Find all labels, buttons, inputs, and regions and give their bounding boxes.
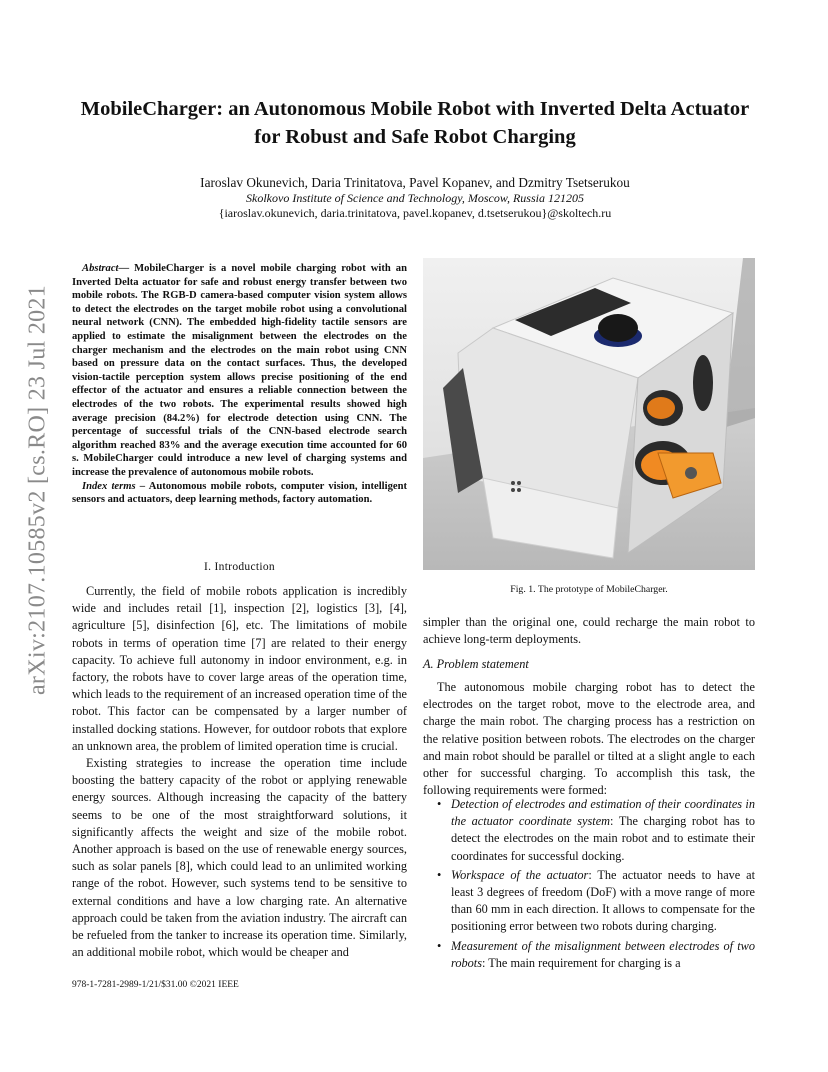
continuation-text: simpler than the original one, could recharge the main robot to achieve long-term deployments. bbox=[423, 615, 755, 647]
arxiv-watermark: arXiv:2107.10585v2 [cs.RO] 23 Jul 2021 bbox=[24, 284, 51, 696]
abstract-block bbox=[72, 262, 407, 507]
list-item bbox=[437, 938, 755, 972]
requirement-lead: Detection of electrodes and estimation of their coordinates in the actuator coordinate system bbox=[451, 797, 755, 829]
requirement-lead: Workspace of the actuator bbox=[451, 867, 589, 882]
section-title-introduction: I. Introduction bbox=[204, 561, 275, 573]
problem-paragraph: The autonomous mobile charging robot has to detect the electrodes on the target robot, move to the electrode area, and charge the main robot. The charging process has a restriction on the relative position between robots. The electrodes on the charger and main robot should be parallel or tilted at a slight angle to each other for successful charging. To accomplish this task, the following requirements were formed: bbox=[423, 680, 755, 798]
list-item bbox=[437, 867, 755, 936]
abstract-label: Abstract bbox=[82, 263, 119, 274]
list-item bbox=[437, 796, 755, 865]
index-terms-text: – Autonomous mobile robots, computer vision, intelligent sensors and actuators, deep learning methods, factory automation. bbox=[72, 480, 407, 506]
subsection-title-problem-statement: A. Problem statement bbox=[423, 657, 529, 671]
introduction-continuation bbox=[423, 614, 755, 648]
introduction-body bbox=[72, 583, 407, 961]
figure-caption: Fig. 1. The prototype of MobileCharger. bbox=[510, 584, 668, 595]
paper-authors: Iaroslav Okunevich, Daria Trinitatova, Pavel Kopanev, and Dzmitry Tsetserukou bbox=[200, 175, 630, 190]
requirements-list bbox=[437, 796, 755, 974]
problem-statement-body bbox=[423, 679, 755, 799]
robot-illustration bbox=[423, 258, 755, 570]
figure-robot-photo bbox=[423, 258, 755, 570]
requirement-lead: Measurement of the misalignment between electrodes of two robots bbox=[451, 938, 755, 970]
intro-paragraph: Currently, the field of mobile robots application is incredibly wide and includes retail [1], inspection [2], logistics [3], [4], agriculture [5], disinfection [6], etc. The limitations of mobile robots in terms of operation time [7] are related to their energy capacity. To achieve full autonomy in indoor environment, e.g. in factory, the robots have to cover large areas of the operation time, which leads to the requirement of an increased operation time of the robot. This factor can be compensated by a larger number of installed docking stations. However, for outdoor robots that explore an unknown area, the problem of limited operation time is crucial. bbox=[72, 584, 407, 753]
paper-email: {iaroslav.okunevich, daria.trinitatova, pavel.kopanev, d.tsetserukou}@skoltech.ru bbox=[218, 206, 612, 220]
requirement-text: : The charging robot has to detect the electrodes on the main robot and to estimate their coordinates for successful docking. bbox=[451, 814, 755, 863]
paper-affiliation: Skolkovo Institute of Science and Technology, Moscow, Russia 121205 bbox=[246, 191, 584, 205]
intro-paragraph: Existing strategies to increase the operation time include boosting the battery capacity of the robot or applying renewable energy sources. Although increasing the capacity of the battery seems to be one of the most straightforward solutions, it significantly affects the weight and size of the mobile robot. Another approach is based on the use of renewable energy sources, such as solar panels [8], which could lead to an unlimited working range of the robot. However, such systems tend to be sensitive to external conditions and have a low charging rate. An alternative approach could be taken from the aviation industry. The aircraft can be refueled from the tanker to increase its operation time. Similarly, an additional mobile robot, which would be cheaper and bbox=[72, 756, 407, 960]
index-terms-label: Index terms bbox=[82, 480, 136, 492]
paper-title: MobileCharger: an Autonomous Mobile Robot with Inverted Delta Actuator for Robust and Safe Robot Charging bbox=[80, 98, 750, 148]
abstract-text: — MobileCharger is a novel mobile charging robot with an Inverted Delta actuator for safe and robust energy transfer between two mobile robots. The RGB-D camera-based computer vision system allows to detect the electrodes on the target mobile robot using a convolutional neural network (CNN). The embedded high-fidelity tactile sensors are applied to estimate the misalignment between the electrodes on the charger mechanism and the electrodes on the main robot using CNN based on pressure data on the contact surfaces. Thus, the developed vision-tactile perception system allows precise positioning of the end effector of the actuator and ensures a reliable connection between the electrodes of the two robots. The experimental results showed high average precision (84.2%) for electrode detection using CNN. The percentage of successful trials of the CNN-based electrode search algorithm reached 83% and the average execution time accounted for 60 s. MobileCharger could introduce a new level of charging systems and increase the prevalence of autonomous mobile robots. bbox=[72, 263, 407, 478]
requirement-text: : The main requirement for charging is a bbox=[481, 955, 681, 970]
requirement-text: : The actuator needs to have at least 3 degrees of freedom (DoF) with a move range of more than 60 mm in each direction. It allows to compensate for the positioning error between two robots during charging. bbox=[451, 867, 755, 934]
copyright-footer: 978-1-7281-2989-1/21/$31.00 ©2021 IEEE bbox=[72, 980, 239, 990]
